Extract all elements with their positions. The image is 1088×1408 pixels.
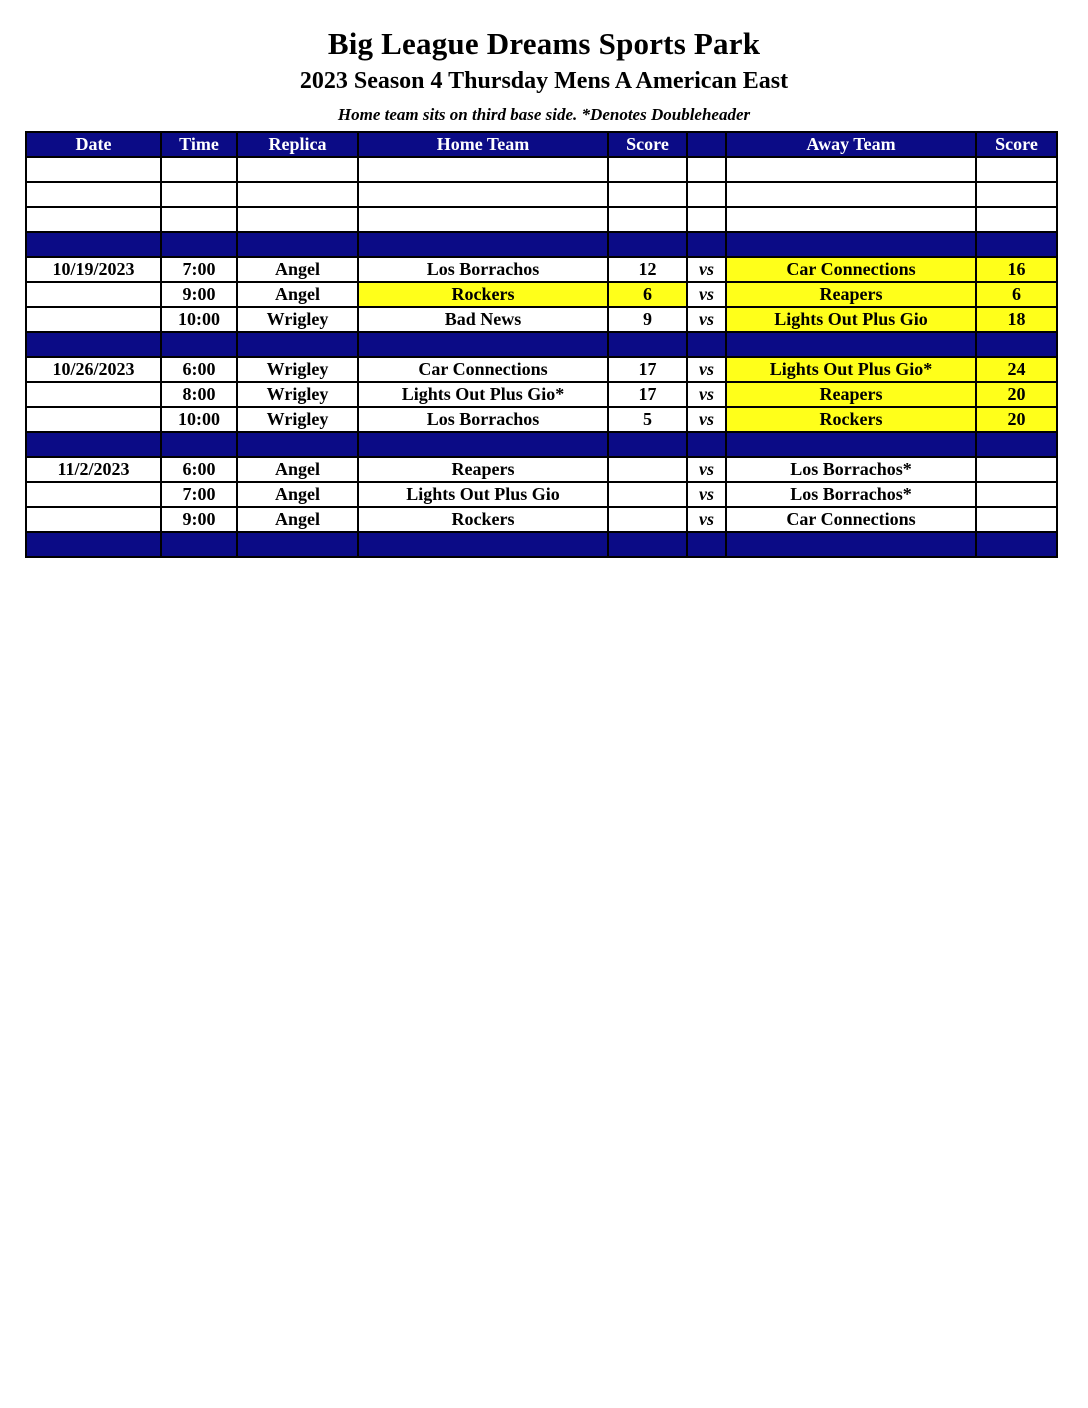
time-cell: 6:00 [161, 457, 237, 482]
vs-cell: vs [687, 357, 726, 382]
time-cell: 8:00 [161, 382, 237, 407]
blank-cell [687, 207, 726, 232]
away-score-cell: 18 [976, 307, 1057, 332]
separator-row [26, 232, 1057, 257]
table-row [26, 282, 1057, 307]
separator-cell [976, 332, 1057, 357]
schedule-table [25, 131, 1058, 558]
schedule-body [26, 157, 1057, 557]
away-team-cell: Reapers [726, 382, 976, 407]
replica-cell: Angel [237, 507, 358, 532]
table-row [26, 307, 1057, 332]
separator-cell [976, 432, 1057, 457]
home-team-cell: Los Borrachos [358, 257, 608, 282]
separator-cell [237, 432, 358, 457]
blank-row [26, 182, 1057, 207]
away-score-cell [976, 482, 1057, 507]
separator-cell [608, 432, 687, 457]
separator-cell [161, 232, 237, 257]
separator-cell [237, 332, 358, 357]
away-team-cell: Car Connections [726, 257, 976, 282]
col-header-replica: Replica [237, 132, 358, 157]
separator-cell [358, 432, 608, 457]
blank-cell [237, 207, 358, 232]
time-cell: 9:00 [161, 282, 237, 307]
blank-row [26, 207, 1057, 232]
blank-cell [726, 182, 976, 207]
col-header-away-team: Away Team [726, 132, 976, 157]
time-cell: 7:00 [161, 257, 237, 282]
home-team-cell: Reapers [358, 457, 608, 482]
away-team-cell: Car Connections [726, 507, 976, 532]
home-score-cell: 6 [608, 282, 687, 307]
blank-cell [358, 182, 608, 207]
home-score-cell [608, 482, 687, 507]
blank-cell [26, 207, 161, 232]
time-cell: 7:00 [161, 482, 237, 507]
page-subtitle: 2023 Season 4 Thursday Mens A American East [299, 68, 789, 94]
blank-cell [26, 157, 161, 182]
separator-row [26, 332, 1057, 357]
separator-cell [358, 332, 608, 357]
separator-row [26, 532, 1057, 557]
col-header-date: Date [26, 132, 161, 157]
home-score-cell: 12 [608, 257, 687, 282]
home-team-cell: Bad News [358, 307, 608, 332]
home-score-cell: 17 [608, 357, 687, 382]
separator-cell [608, 332, 687, 357]
vs-cell: vs [687, 507, 726, 532]
blank-cell [608, 182, 687, 207]
replica-cell: Angel [237, 257, 358, 282]
away-score-cell: 16 [976, 257, 1057, 282]
replica-cell: Angel [237, 457, 358, 482]
separator-cell [237, 232, 358, 257]
away-score-cell [976, 507, 1057, 532]
separator-cell [687, 232, 726, 257]
separator-cell [26, 232, 161, 257]
col-header-away-score: Score [976, 132, 1057, 157]
separator-cell [237, 532, 358, 557]
away-team-cell: Lights Out Plus Gio* [726, 357, 976, 382]
separator-cell [608, 232, 687, 257]
vs-cell: vs [687, 382, 726, 407]
table-row [26, 457, 1057, 482]
date-cell: 10/26/2023 [26, 357, 161, 382]
blank-cell [358, 207, 608, 232]
blank-cell [726, 207, 976, 232]
away-score-cell: 20 [976, 382, 1057, 407]
blank-cell [161, 182, 237, 207]
blank-cell [726, 157, 976, 182]
separator-cell [976, 232, 1057, 257]
separator-cell [726, 232, 976, 257]
vs-cell: vs [687, 482, 726, 507]
replica-cell: Angel [237, 482, 358, 507]
blank-row [26, 157, 1057, 182]
separator-cell [358, 532, 608, 557]
away-team-cell: Los Borrachos* [726, 457, 976, 482]
away-score-cell: 24 [976, 357, 1057, 382]
home-score-cell [608, 457, 687, 482]
date-cell [26, 507, 161, 532]
col-header-home-team: Home Team [358, 132, 608, 157]
separator-row [26, 432, 1057, 457]
away-score-cell: 20 [976, 407, 1057, 432]
separator-cell [726, 532, 976, 557]
separator-cell [161, 432, 237, 457]
away-score-cell: 6 [976, 282, 1057, 307]
blank-cell [976, 207, 1057, 232]
blank-cell [687, 182, 726, 207]
replica-cell: Angel [237, 282, 358, 307]
col-header-home-score: Score [608, 132, 687, 157]
separator-cell [608, 532, 687, 557]
vs-cell: vs [687, 407, 726, 432]
replica-cell: Wrigley [237, 407, 358, 432]
vs-cell: vs [687, 307, 726, 332]
home-score-cell: 5 [608, 407, 687, 432]
table-row [26, 357, 1057, 382]
away-team-cell: Los Borrachos* [726, 482, 976, 507]
separator-cell [976, 532, 1057, 557]
separator-cell [687, 332, 726, 357]
date-cell [26, 307, 161, 332]
blank-cell [976, 157, 1057, 182]
separator-cell [161, 532, 237, 557]
date-cell [26, 382, 161, 407]
col-header-vs [687, 132, 726, 157]
date-cell [26, 282, 161, 307]
vs-cell: vs [687, 257, 726, 282]
blank-cell [358, 157, 608, 182]
blank-cell [687, 157, 726, 182]
separator-cell [687, 532, 726, 557]
blank-cell [161, 157, 237, 182]
col-header-time: Time [161, 132, 237, 157]
separator-cell [26, 432, 161, 457]
home-team-cell: Los Borrachos [358, 407, 608, 432]
time-cell: 10:00 [161, 407, 237, 432]
page-title: Big League Dreams Sports Park [327, 26, 761, 61]
blank-cell [976, 182, 1057, 207]
separator-cell [161, 332, 237, 357]
replica-cell: Wrigley [237, 382, 358, 407]
home-score-cell [608, 507, 687, 532]
away-team-cell: Lights Out Plus Gio [726, 307, 976, 332]
separator-cell [726, 432, 976, 457]
date-cell [26, 482, 161, 507]
table-row [26, 382, 1057, 407]
away-score-cell [976, 457, 1057, 482]
home-team-cell: Rockers [358, 507, 608, 532]
table-row [26, 507, 1057, 532]
replica-cell: Wrigley [237, 307, 358, 332]
blank-cell [161, 207, 237, 232]
time-cell: 10:00 [161, 307, 237, 332]
doubleheader-note: Home team sits on third base side. *Denotes Doubleheader [337, 105, 751, 124]
vs-cell: vs [687, 457, 726, 482]
table-row [26, 257, 1057, 282]
date-cell: 11/2/2023 [26, 457, 161, 482]
blank-cell [608, 207, 687, 232]
home-team-cell: Lights Out Plus Gio* [358, 382, 608, 407]
separator-cell [358, 232, 608, 257]
home-score-cell: 9 [608, 307, 687, 332]
separator-cell [26, 332, 161, 357]
table-header-row [26, 132, 1057, 157]
blank-cell [608, 157, 687, 182]
time-cell: 9:00 [161, 507, 237, 532]
table-row [26, 407, 1057, 432]
vs-cell: vs [687, 282, 726, 307]
date-cell [26, 407, 161, 432]
away-team-cell: Rockers [726, 407, 976, 432]
separator-cell [687, 432, 726, 457]
home-team-cell: Lights Out Plus Gio [358, 482, 608, 507]
away-team-cell: Reapers [726, 282, 976, 307]
home-score-cell: 17 [608, 382, 687, 407]
time-cell: 6:00 [161, 357, 237, 382]
home-team-cell: Car Connections [358, 357, 608, 382]
separator-cell [726, 332, 976, 357]
separator-cell [26, 532, 161, 557]
home-team-cell: Rockers [358, 282, 608, 307]
blank-cell [237, 182, 358, 207]
date-cell: 10/19/2023 [26, 257, 161, 282]
blank-cell [26, 182, 161, 207]
replica-cell: Wrigley [237, 357, 358, 382]
table-row [26, 482, 1057, 507]
blank-cell [237, 157, 358, 182]
